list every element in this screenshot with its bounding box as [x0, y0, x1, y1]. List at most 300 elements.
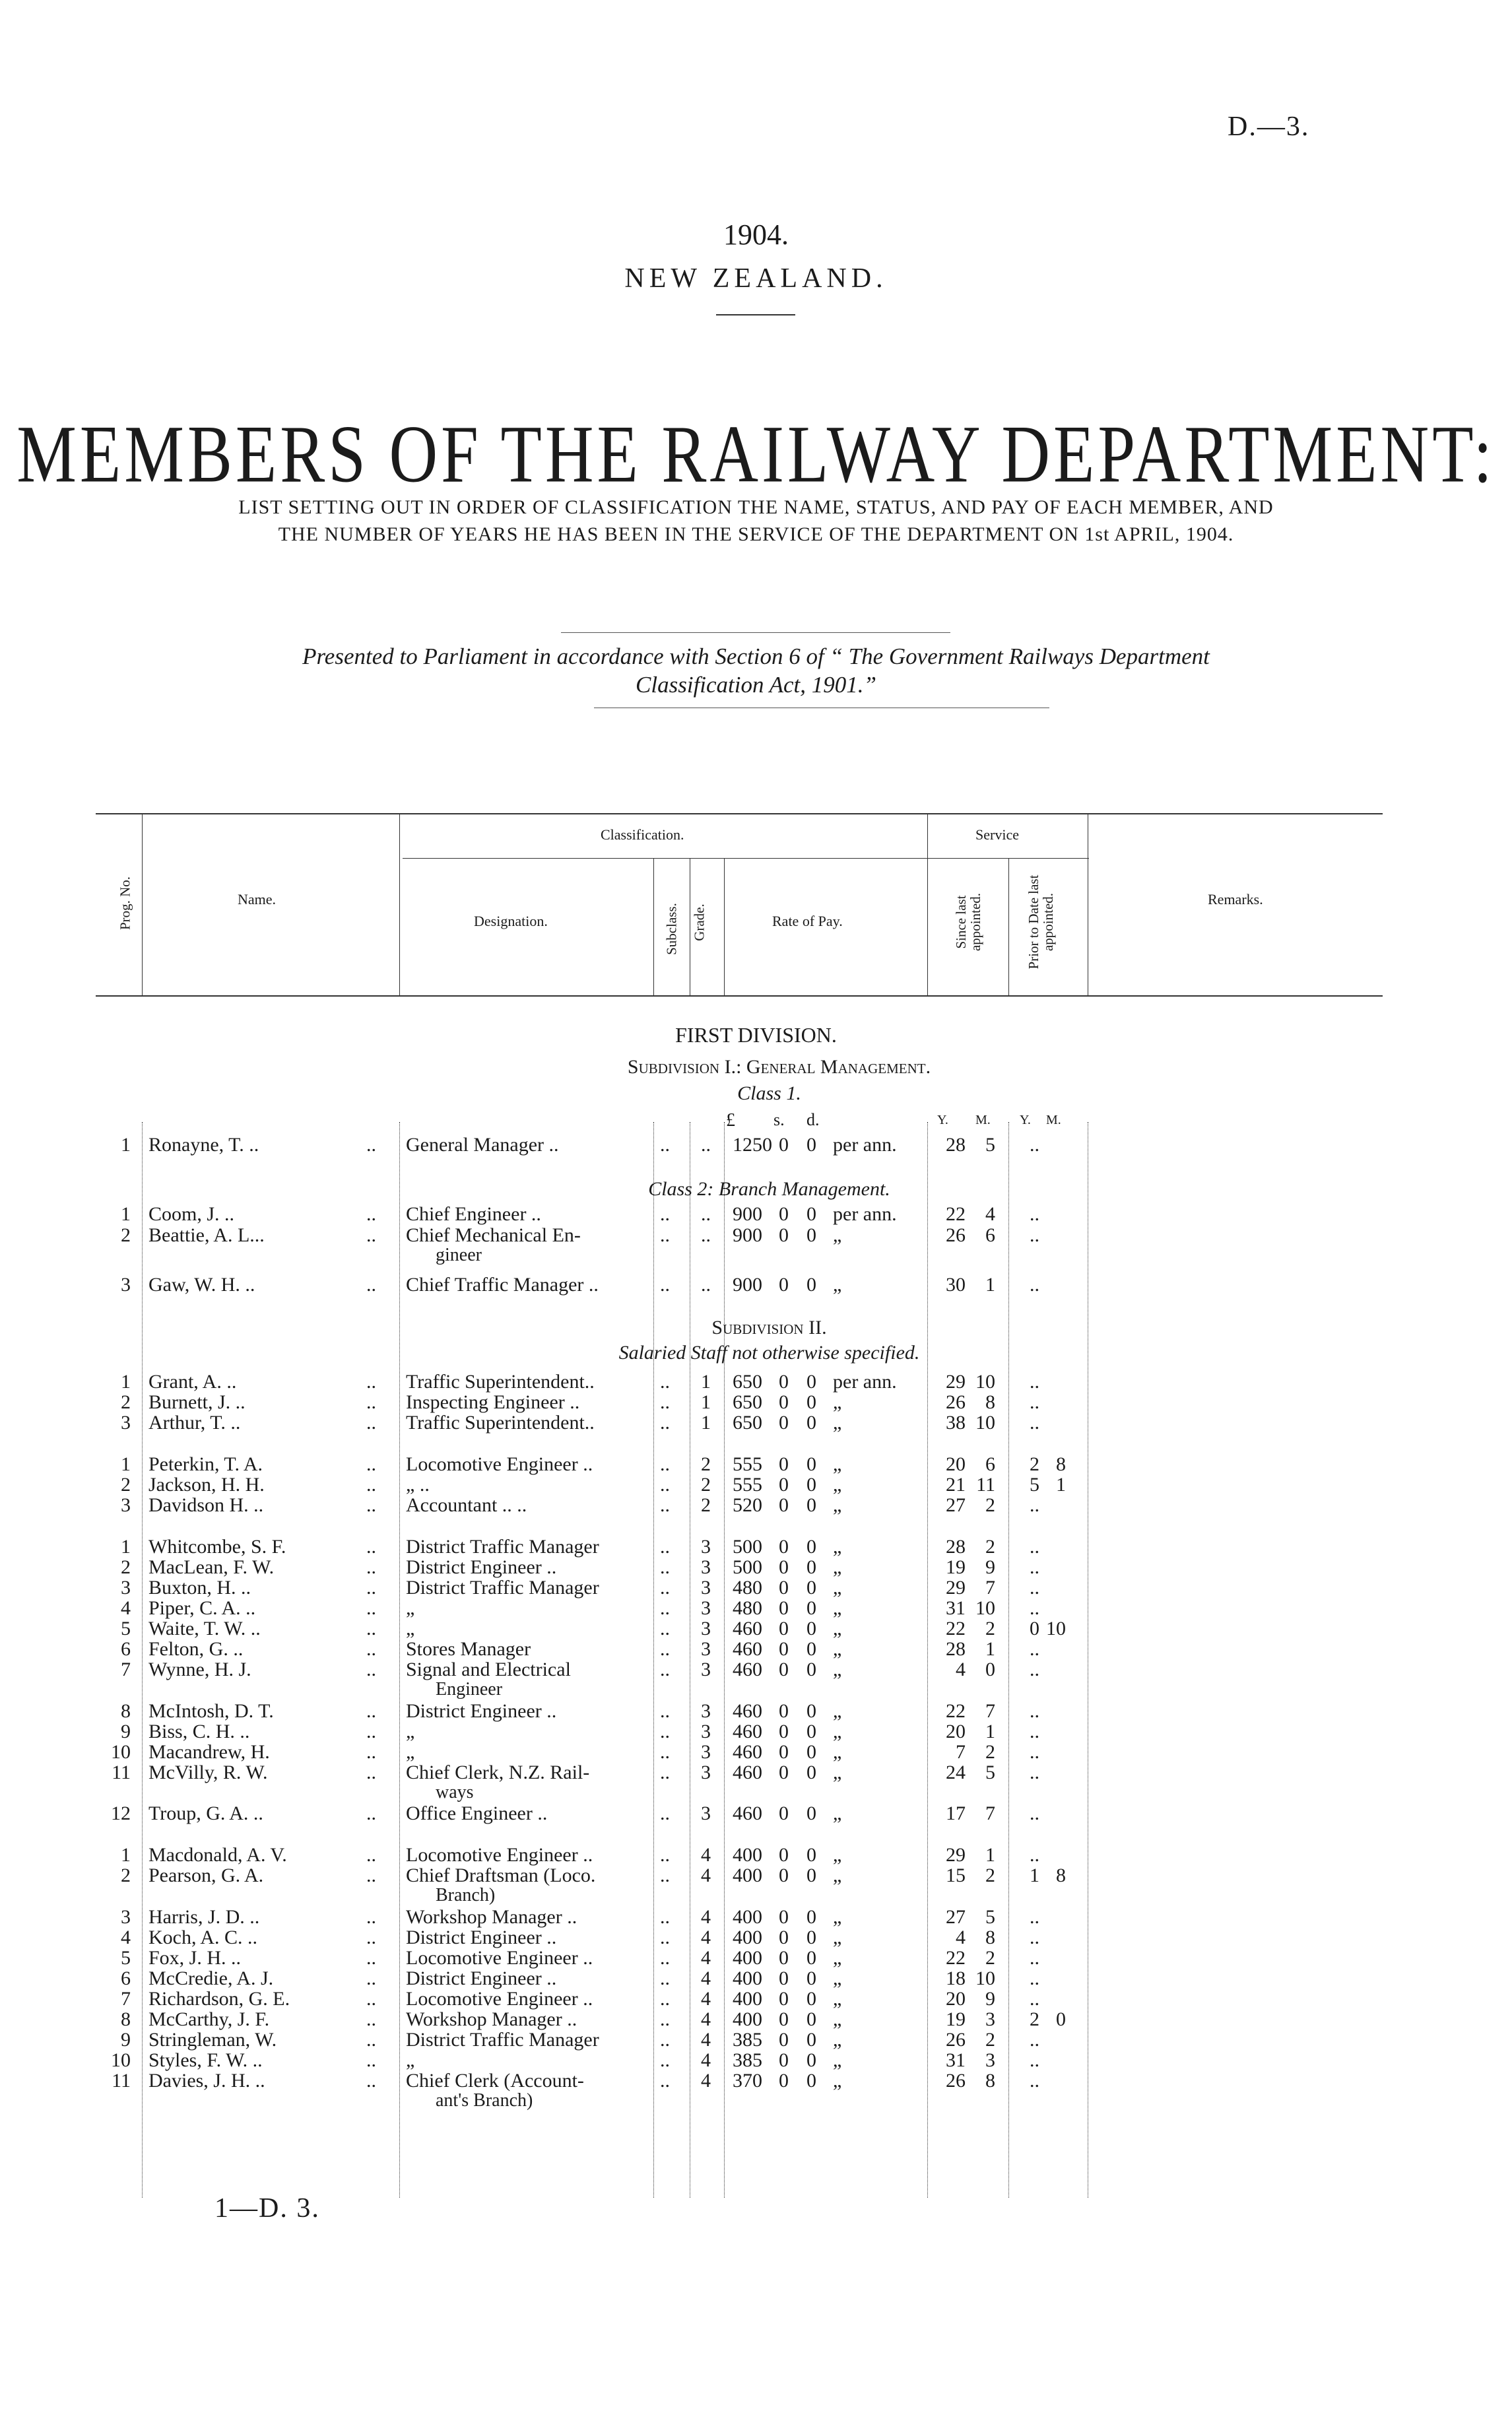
year-heading: 1904. [723, 218, 789, 251]
service-since-years: 19 [946, 2008, 966, 2030]
pay-pounds: 400 [733, 1967, 762, 1989]
row-number: 5 [121, 1618, 131, 1639]
service-since-months: 2 [985, 1741, 995, 1763]
pay-period: per ann. [833, 1203, 897, 1225]
pay-period: „ [833, 1844, 842, 1866]
header-rate-of-pay: Rate of Pay. [772, 913, 843, 929]
service-since-years: 29 [946, 1577, 966, 1599]
pay-pence: 0 [806, 1721, 816, 1742]
header-service: Service [975, 826, 1019, 843]
member-name: Koch, A. C. .. [148, 1927, 257, 1948]
presented-note-line-2: Classification Act, 1901.” [636, 672, 876, 698]
table-row [0, 2070, 1512, 2111]
service-since-months: 9 [985, 1556, 995, 1578]
leader-dots: .. [366, 1947, 376, 1969]
pay-pence: 0 [806, 1762, 816, 1783]
pay-pence: 0 [806, 1536, 816, 1558]
subclass: .. [660, 1988, 670, 2010]
pay-pounds: 460 [733, 1741, 762, 1763]
pay-period: „ [833, 2049, 842, 2071]
subclass: .. [660, 1391, 670, 1413]
header-prior-to-date: Prior to Date last appointed. [1026, 874, 1056, 970]
designation: „ [406, 2049, 415, 2071]
pay-pounds: 900 [733, 1224, 762, 1246]
column-divider [1008, 858, 1009, 995]
column-divider [653, 858, 654, 995]
designation: Chief Mechanical En- [406, 1224, 581, 1246]
column-divider [724, 858, 725, 995]
service-since-years: 26 [946, 1224, 966, 1246]
pay-pence: 0 [806, 1412, 816, 1434]
table-row [0, 1134, 1512, 1156]
subclass: .. [660, 1556, 670, 1578]
designation: District Engineer .. [406, 1967, 557, 1989]
service-since-months: 2 [985, 1494, 995, 1516]
pay-pence: 0 [806, 1274, 816, 1296]
pay-shillings: 0 [779, 1134, 789, 1156]
pay-period: „ [833, 1224, 842, 1246]
grade: .. [701, 1203, 711, 1225]
pay-period: „ [833, 2008, 842, 2030]
pay-shillings: 0 [779, 2029, 789, 2051]
service-prior-years: .. [1030, 1556, 1039, 1578]
member-name: Biss, C. H. .. [148, 1721, 250, 1742]
table-row [0, 1927, 1512, 1949]
service-prior-months: 10 [1046, 1618, 1066, 1639]
pay-pence: 0 [806, 1967, 816, 1989]
member-name: Fox, J. H. .. [148, 1947, 242, 1969]
service-since-months: 2 [985, 1536, 995, 1558]
pay-period: „ [833, 1638, 842, 1660]
designation: Chief Draftsman (Loco. [406, 1864, 596, 1886]
pay-shillings: 0 [779, 1203, 789, 1225]
service-prior-years: .. [1030, 1721, 1039, 1742]
designation: Inspecting Engineer .. [406, 1391, 580, 1413]
leader-dots: .. [366, 1556, 376, 1578]
pay-period: „ [833, 1453, 842, 1475]
header-grade: Grade. [691, 904, 707, 941]
row-number: 10 [111, 2049, 131, 2071]
service-since-months: 10 [975, 1371, 995, 1393]
leader-dots: .. [366, 1762, 376, 1783]
designation: Locomotive Engineer .. [406, 1453, 593, 1475]
header-bottom-rule [96, 995, 1383, 997]
service-prior-years: .. [1030, 1700, 1039, 1722]
designation: District Engineer .. [406, 1700, 557, 1722]
pay-period: „ [833, 1988, 842, 2010]
designation: Traffic Superintendent.. [406, 1412, 595, 1434]
service-since-months: 8 [985, 2070, 995, 2092]
service-prior-years: .. [1030, 1659, 1039, 1680]
designation: Locomotive Engineer .. [406, 1947, 593, 1969]
years-unit: Y. [1020, 1113, 1031, 1127]
designation: Locomotive Engineer .. [406, 1988, 593, 2010]
subclass: .. [660, 1134, 670, 1156]
designation: „ .. [406, 1474, 430, 1496]
subclass: .. [660, 1721, 670, 1742]
member-name: Peterkin, T. A. [148, 1453, 263, 1475]
service-since-months: 1 [985, 1638, 995, 1660]
grade: 3 [701, 1536, 711, 1558]
subclass: .. [660, 2008, 670, 2030]
leader-dots: .. [366, 1659, 376, 1680]
header-classification: Classification. [601, 826, 684, 843]
pay-shillings: 0 [779, 1556, 789, 1578]
pay-shillings: 0 [779, 1802, 789, 1824]
leader-dots: .. [366, 1494, 376, 1516]
row-number: 4 [121, 1927, 131, 1948]
member-name: McIntosh, D. T. [148, 1700, 274, 1722]
designation: District Traffic Manager [406, 1577, 599, 1599]
service-since-years: 21 [946, 1474, 966, 1496]
pay-pence: 0 [806, 1474, 816, 1496]
page-footer: 1—D. 3. [214, 2193, 320, 2224]
service-prior-years: .. [1030, 1203, 1039, 1225]
class-2-heading: Class 2: Branch Management. [648, 1178, 890, 1200]
pay-shillings: 0 [779, 1906, 789, 1928]
pay-shillings: 0 [779, 2070, 789, 2092]
row-number: 7 [121, 1988, 131, 2010]
pay-pounds: 500 [733, 1556, 762, 1578]
service-since-years: 28 [946, 1134, 966, 1156]
service-prior-years: 2 [1030, 2008, 1039, 2030]
designation: „ [406, 1597, 415, 1619]
grade: 1 [701, 1412, 711, 1434]
row-number: 1 [121, 1203, 131, 1225]
service-since-months: 9 [985, 1988, 995, 2010]
member-name: Ronayne, T. .. [148, 1134, 259, 1156]
row-number: 3 [121, 1577, 131, 1599]
designation: General Manager .. [406, 1134, 559, 1156]
pay-pence: 0 [806, 1700, 816, 1722]
row-number: 3 [121, 1274, 131, 1296]
leader-dots: .. [366, 2029, 376, 2051]
grade: 4 [701, 1906, 711, 1928]
row-number: 7 [121, 1659, 131, 1680]
pay-shillings: 0 [779, 1577, 789, 1599]
grade: 3 [701, 1618, 711, 1639]
table-row [0, 2049, 1512, 2072]
service-since-years: 26 [946, 2029, 966, 2051]
column-divider [399, 813, 400, 995]
service-prior-years: .. [1030, 1988, 1039, 2010]
row-number: 3 [121, 1906, 131, 1928]
service-prior-years: .. [1030, 2029, 1039, 2051]
service-since-months: 7 [985, 1577, 995, 1599]
service-since-months: 8 [985, 1927, 995, 1948]
grade: .. [701, 1274, 711, 1296]
designation: District Traffic Manager [406, 1536, 599, 1558]
grade: 3 [701, 1700, 711, 1722]
row-number: 9 [121, 1721, 131, 1742]
leader-dots: .. [366, 1906, 376, 1928]
designation: District Traffic Manager [406, 2029, 599, 2051]
member-name: Davidson H. .. [148, 1494, 264, 1516]
column-divider [927, 813, 928, 995]
leader-dots: .. [366, 1597, 376, 1619]
designation: District Engineer .. [406, 1927, 557, 1948]
pay-pence: 0 [806, 2008, 816, 2030]
row-number: 2 [121, 1556, 131, 1578]
designation-continued: ways [436, 1782, 474, 1802]
pay-period: per ann. [833, 1371, 897, 1393]
table-row [0, 1638, 1512, 1661]
pay-period: „ [833, 2029, 842, 2051]
row-number: 6 [121, 1638, 131, 1660]
leader-dots: .. [366, 1412, 376, 1434]
subclass: .. [660, 1927, 670, 1948]
table-row [0, 1947, 1512, 1969]
pay-period: „ [833, 1802, 842, 1824]
table-row [0, 1988, 1512, 2010]
divider [561, 632, 950, 633]
service-since-years: 29 [946, 1844, 966, 1866]
leader-dots: .. [366, 1988, 376, 2010]
grade: 4 [701, 1947, 711, 1969]
row-number: 3 [121, 1412, 131, 1434]
pay-pounds: 460 [733, 1618, 762, 1639]
service-since-months: 0 [985, 1659, 995, 1680]
subclass: .. [660, 1494, 670, 1516]
member-name: Arthur, T. .. [148, 1412, 241, 1434]
service-prior-years: .. [1030, 2070, 1039, 2092]
pay-pounds: 460 [733, 1700, 762, 1722]
subclass: .. [660, 1741, 670, 1763]
member-name: Grant, A. .. [148, 1371, 237, 1393]
leader-dots: .. [366, 1802, 376, 1824]
pay-period: „ [833, 1762, 842, 1783]
member-name: Davies, J. H. .. [148, 2070, 265, 2092]
service-since-years: 31 [946, 2049, 966, 2071]
pay-shillings: 0 [779, 1864, 789, 1886]
designation: Workshop Manager .. [406, 1906, 577, 1928]
leader-dots: .. [366, 1741, 376, 1763]
pay-pence: 0 [806, 1906, 816, 1928]
leader-dots: .. [366, 1134, 376, 1156]
pay-shillings: 0 [779, 1762, 789, 1783]
row-number: 6 [121, 1967, 131, 1989]
table-row [0, 1967, 1512, 1990]
pay-period: „ [833, 1274, 842, 1296]
pay-period: „ [833, 1391, 842, 1413]
pay-pence: 0 [806, 1638, 816, 1660]
pay-pounds: 385 [733, 2049, 762, 2071]
pay-pounds: 1250 [733, 1134, 772, 1156]
pence-unit: d. [806, 1110, 820, 1129]
service-prior-years: .. [1030, 1536, 1039, 1558]
row-number: 12 [111, 1802, 131, 1824]
subclass: .. [660, 2029, 670, 2051]
leader-dots: .. [366, 1721, 376, 1742]
pay-shillings: 0 [779, 1967, 789, 1989]
service-since-months: 1 [985, 1274, 995, 1296]
service-since-years: 22 [946, 1618, 966, 1639]
service-since-years: 30 [946, 1274, 966, 1296]
row-number: 8 [121, 2008, 131, 2030]
service-since-months: 3 [985, 2008, 995, 2030]
subclass: .. [660, 1864, 670, 1886]
member-name: Styles, F. W. .. [148, 2049, 263, 2071]
pay-period: „ [833, 1967, 842, 1989]
subclass: .. [660, 1597, 670, 1619]
grade: .. [701, 1134, 711, 1156]
member-name: Felton, G. .. [148, 1638, 244, 1660]
pay-pence: 0 [806, 1391, 816, 1413]
pay-pounds: 460 [733, 1762, 762, 1783]
pay-period: „ [833, 1721, 842, 1742]
member-name: Wynne, H. J. [148, 1659, 251, 1680]
leader-dots: .. [366, 1844, 376, 1866]
designation: „ [406, 1618, 415, 1639]
leader-dots: .. [366, 1474, 376, 1496]
row-number: 9 [121, 2029, 131, 2051]
service-prior-years: .. [1030, 1494, 1039, 1516]
service-since-years: 38 [946, 1412, 966, 1434]
member-name: McCredie, A. J. [148, 1967, 274, 1989]
table-row [0, 1597, 1512, 1620]
row-number: 2 [121, 1391, 131, 1413]
grade: 3 [701, 1802, 711, 1824]
row-number: 2 [121, 1864, 131, 1886]
grade: 2 [701, 1474, 711, 1496]
grade: 3 [701, 1577, 711, 1599]
service-since-months: 5 [985, 1906, 995, 1928]
subdivision-1-heading: Subdivision I.: General Management. [627, 1056, 931, 1078]
member-name: Jackson, H. H. [148, 1474, 265, 1496]
pay-pounds: 370 [733, 2070, 762, 2092]
subclass: .. [660, 1906, 670, 1928]
designation: Traffic Superintendent.. [406, 1371, 595, 1393]
member-name: McVilly, R. W. [148, 1762, 268, 1783]
subclass: .. [660, 1453, 670, 1475]
table-row [0, 1700, 1512, 1723]
subclass: .. [660, 1618, 670, 1639]
subclass: .. [660, 1947, 670, 1969]
leader-dots: .. [366, 1618, 376, 1639]
grade: 3 [701, 1597, 711, 1619]
pay-shillings: 0 [779, 1412, 789, 1434]
pay-pence: 0 [806, 1203, 816, 1225]
pay-shillings: 0 [779, 1947, 789, 1969]
service-prior-years: .. [1030, 1412, 1039, 1434]
row-number: 8 [121, 1700, 131, 1722]
table-row [0, 1864, 1512, 1905]
service-since-months: 10 [975, 1412, 995, 1434]
service-prior-years: .. [1030, 1274, 1039, 1296]
pay-period: „ [833, 1947, 842, 1969]
subclass: .. [660, 2070, 670, 2092]
pay-period: „ [833, 1906, 842, 1928]
header-designation: Designation. [474, 913, 548, 929]
subclass: .. [660, 1700, 670, 1722]
service-prior-years: 1 [1030, 1864, 1039, 1886]
class-1-heading: Class 1. [737, 1082, 801, 1104]
pay-period: „ [833, 1927, 842, 1948]
member-name: Coom, J. .. [148, 1203, 235, 1225]
pay-pence: 0 [806, 1741, 816, 1763]
subtitle-line-2: THE NUMBER OF YEARS HE HAS BEEN IN THE SERVICE OF THE DEPARTMENT ON 1st APRIL, 1904. [278, 523, 1234, 545]
pay-shillings: 0 [779, 1638, 789, 1660]
member-name: Macandrew, H. [148, 1741, 270, 1763]
service-since-years: 22 [946, 1700, 966, 1722]
pay-shillings: 0 [779, 1597, 789, 1619]
service-since-months: 1 [985, 1844, 995, 1866]
service-prior-years: .. [1030, 1762, 1039, 1783]
grade: 3 [701, 1762, 711, 1783]
column-divider [724, 1122, 725, 2198]
header-prog-no: Prog. No. [117, 876, 133, 931]
designation: Chief Clerk, N.Z. Rail- [406, 1762, 590, 1783]
table-row [0, 1741, 1512, 1764]
leader-dots: .. [366, 2008, 376, 2030]
pay-pence: 0 [806, 1556, 816, 1578]
header-since-last: Since last appointed. [953, 892, 983, 952]
leader-dots: .. [366, 1638, 376, 1660]
designation: Locomotive Engineer .. [406, 1844, 593, 1866]
pay-pounds: 400 [733, 1864, 762, 1886]
service-since-years: 4 [956, 1659, 966, 1680]
pay-pence: 0 [806, 1927, 816, 1948]
pay-pounds: 400 [733, 2008, 762, 2030]
leader-dots: .. [366, 2049, 376, 2071]
pay-pence: 0 [806, 1494, 816, 1516]
member-name: Pearson, G. A. [148, 1864, 264, 1886]
pay-shillings: 0 [779, 1844, 789, 1866]
service-prior-years: .. [1030, 1947, 1039, 1969]
service-since-months: 2 [985, 1947, 995, 1969]
member-name: Whitcombe, S. F. [148, 1536, 286, 1558]
leader-dots: .. [366, 1864, 376, 1886]
row-number: 3 [121, 1494, 131, 1516]
column-divider [399, 1122, 400, 2198]
designation-continued: gineer [436, 1245, 482, 1265]
table-row [0, 1536, 1512, 1558]
service-since-years: 29 [946, 1371, 966, 1393]
pound-unit: £ [726, 1110, 735, 1131]
subclass: .. [660, 1659, 670, 1680]
pay-shillings: 0 [779, 1371, 789, 1393]
leader-dots: .. [366, 2070, 376, 2092]
grade: 3 [701, 1659, 711, 1680]
member-name: Troup, G. A. .. [148, 1802, 263, 1824]
member-name: MacLean, F. W. [148, 1556, 275, 1578]
leader-dots: .. [366, 1577, 376, 1599]
service-since-years: 26 [946, 2070, 966, 2092]
service-since-months: 7 [985, 1802, 995, 1824]
member-name: Waite, T. W. .. [148, 1618, 261, 1639]
table-row [0, 2008, 1512, 2031]
pay-shillings: 0 [779, 1536, 789, 1558]
table-row [0, 1203, 1512, 1226]
table-row [0, 1494, 1512, 1517]
column-divider [142, 1122, 143, 2198]
header-subclass: Subclass. [663, 903, 680, 955]
table-row [0, 1224, 1512, 1265]
pay-period: „ [833, 1597, 842, 1619]
leader-dots: .. [366, 1700, 376, 1722]
table-row [0, 1391, 1512, 1414]
presented-note-line-1: Presented to Parliament in accordance with Section 6 of “ The Government Railways Department [302, 644, 1210, 669]
grade: 4 [701, 2008, 711, 2030]
grade: 4 [701, 1927, 711, 1948]
subtitle-line-1: LIST SETTING OUT IN ORDER OF CLASSIFICATION THE NAME, STATUS, AND PAY OF EACH MEMBER, AND [238, 496, 1274, 518]
service-prior-years: .. [1030, 1844, 1039, 1866]
pay-pounds: 400 [733, 1844, 762, 1866]
service-since-months: 2 [985, 1618, 995, 1639]
pay-shillings: 0 [779, 1474, 789, 1496]
designation-continued: Branch) [436, 1885, 496, 1905]
grade: 1 [701, 1371, 711, 1393]
